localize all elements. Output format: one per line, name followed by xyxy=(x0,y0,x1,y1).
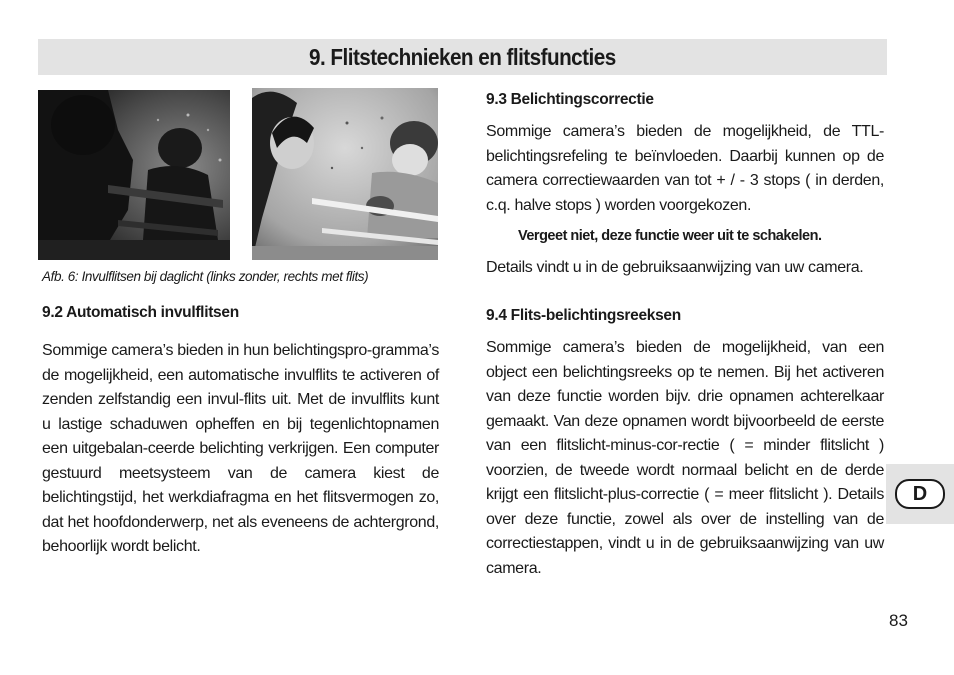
section-9-2-heading: 9.2 Automatisch invulflitsen xyxy=(42,304,239,321)
language-tab-label: D xyxy=(895,479,945,509)
photo-without-flash xyxy=(38,90,230,260)
section-9-3-heading: 9.3 Belichtingscorrectie xyxy=(486,91,654,108)
page-number: 83 xyxy=(889,611,908,630)
section-9-4-body: Sommige camera’s bieden de mogelijkheid, van een object een belichtingsreeks op te nemen. Bij het activeren van deze functie worden bijv. drie opnamen achterelkaar gemaakt. Van deze opnamen wordt bijvoorbeeld de eerste van een flitslicht-minus-cor-rectie ( = minder flitslicht ) voorzien, de tweede wordt normaal belicht en de derde krijgt een flitslicht-plus-correctie ( = meer flitslicht ). Details over deze functie, zowel als over de instelling van de correctiestappen, vindt u in de gebruiksaanwijzing van uw camera. xyxy=(486,339,884,577)
title-bar xyxy=(38,39,887,75)
photo-with-flash xyxy=(252,88,438,260)
photo-without-flash-image xyxy=(38,90,230,260)
language-tab xyxy=(886,464,954,524)
figure-caption: Afb. 6: Invulflitsen bij daglicht (links zonder, rechts met flits) xyxy=(42,269,369,284)
photo-with-flash-image xyxy=(252,88,438,260)
section-9-3-note: Vergeet niet, deze functie weer uit te schakelen. xyxy=(518,228,822,244)
section-9-3-body-details: Details vindt u in de gebruiksaanwijzing van uw camera. xyxy=(486,259,864,276)
section-9-2-body: Sommige camera’s bieden in hun belichtingspro-gramma’s de mogelijkheid, een automatische invulflits te activeren of zenden zelfstandig een invul-flits uit. Met de invulflits kunt u lastige schaduwen opheffen en bij tegenlichtopnamen een uitgebalan-ceerde belichting verkrijgen. Een computer gestuurd meetsysteem van de camera kiest de belichtingstijd, het werkdiafragma en het flitsvermogen zo, dat het hoofdonderwerp, net als eveneens de achtergrond, behoorlijk wordt belicht. xyxy=(42,342,439,555)
section-9-4-heading: 9.4 Flits-belichtingsreeksen xyxy=(486,307,681,324)
section-9-3-body: Sommige camera’s bieden de mogelijkheid, de TTL-belichtingsrefeling te beïnvloeden. Daarbij kunnen op de camera correctiewaarden van tot + / - 3 stops ( in derden, c.q. halve stops ) worden voorgekozen. xyxy=(486,123,884,214)
page-title: 9. Flitstechnieken en flitsfuncties xyxy=(309,43,616,70)
